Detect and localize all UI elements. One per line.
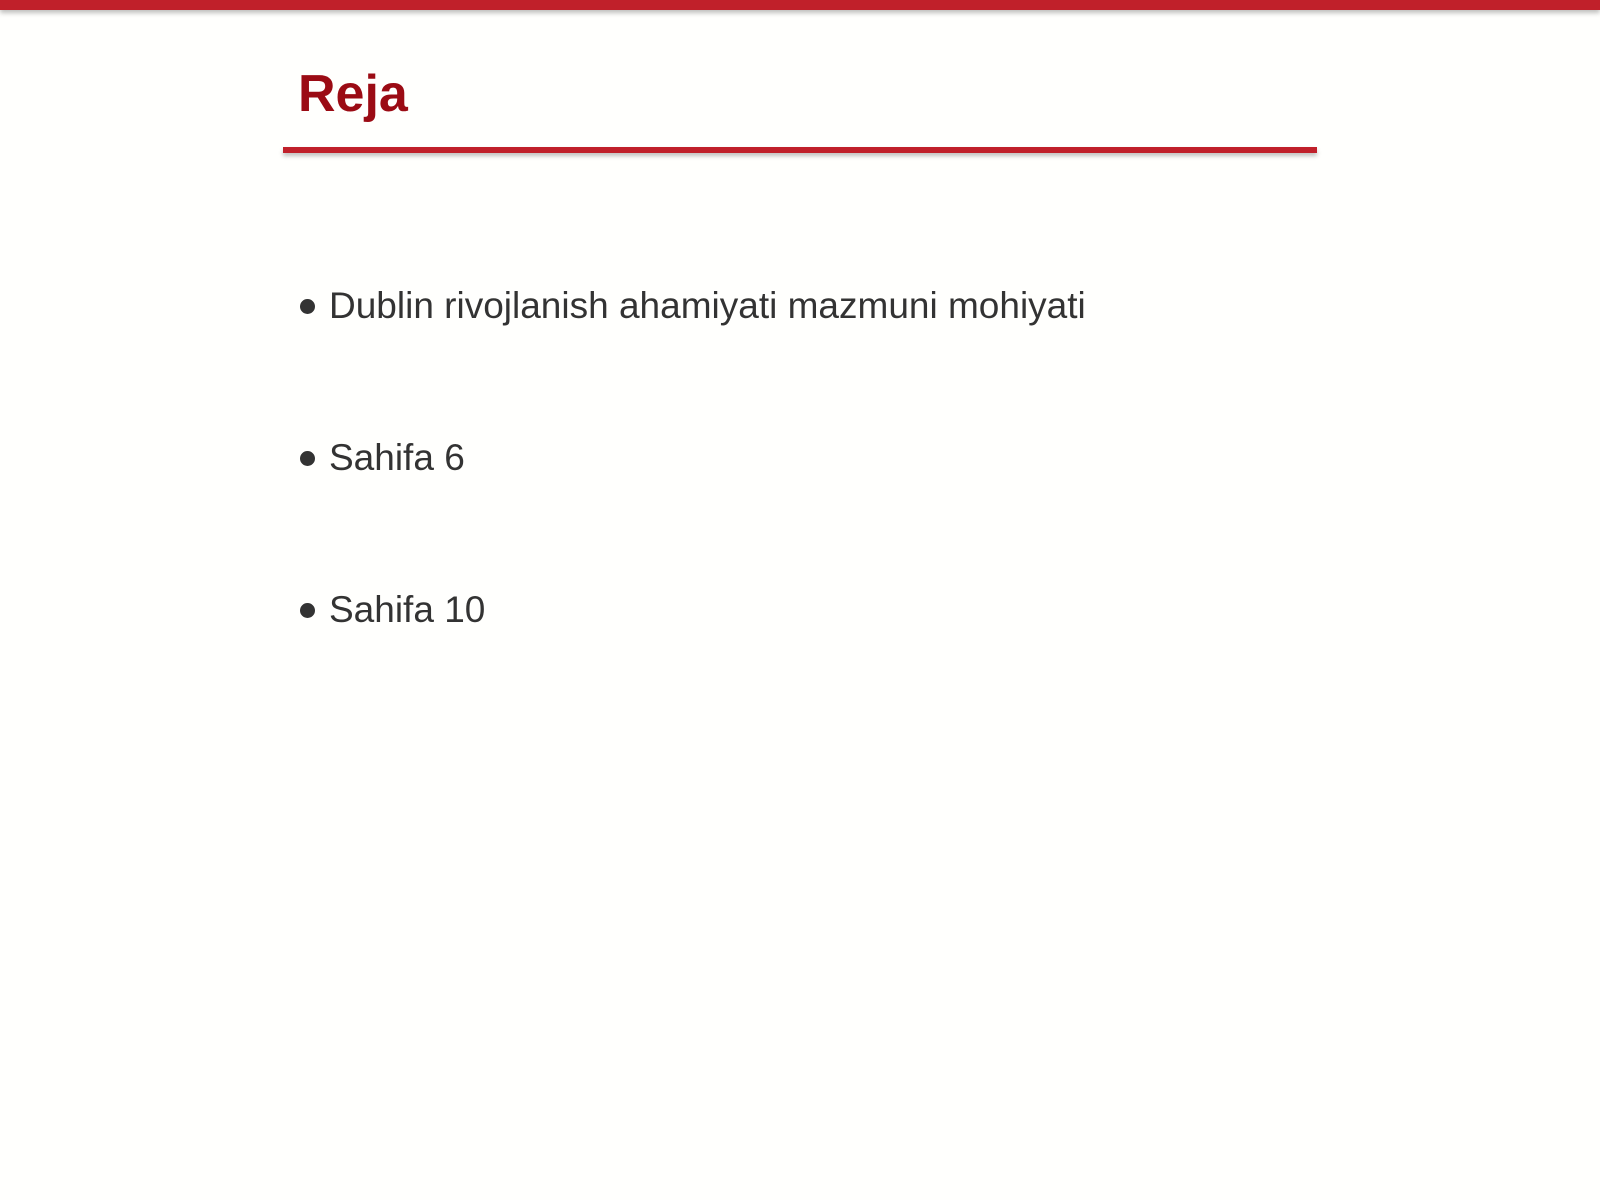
bullet-icon: [300, 299, 315, 314]
bullet-icon: [300, 451, 315, 466]
bullet-text: Sahifa 6: [329, 437, 465, 478]
bullet-text: Dublin rivojlanish ahamiyati mazmuni mohiyati: [329, 285, 1086, 326]
bullet-list: [300, 276, 1086, 732]
slide-title: Reja: [298, 65, 408, 123]
bullet-icon: [300, 603, 315, 618]
bullet-text: Sahifa 10: [329, 589, 486, 630]
top-accent-bar: [0, 0, 1600, 10]
title-underline: [283, 147, 1317, 153]
list-item: [300, 428, 1086, 488]
list-item: [300, 580, 1086, 640]
list-item: [300, 276, 1086, 336]
